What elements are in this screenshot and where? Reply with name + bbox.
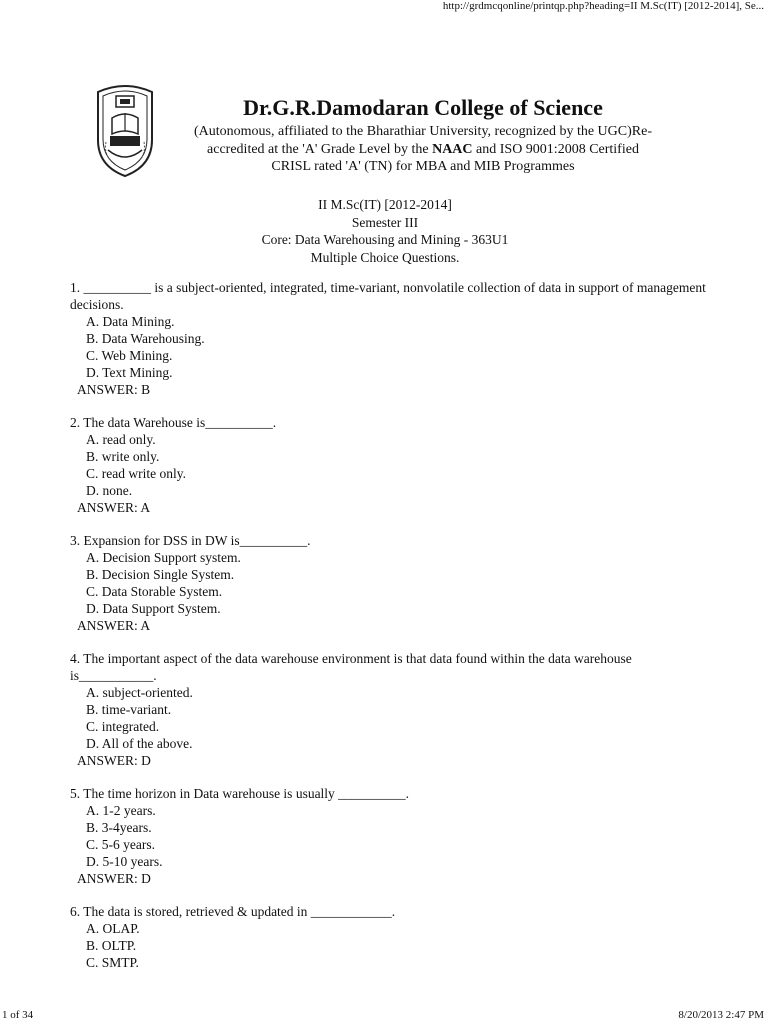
option-c: C. read write only.: [86, 466, 186, 481]
option-b: B. OLTP.: [86, 938, 137, 953]
option-a: A. Decision Support system.: [86, 550, 241, 565]
college-desc-line3: CRISL rated 'A' (TN) for MBA and MIB Programmes: [271, 159, 575, 174]
question-5: [70, 785, 720, 887]
college-crest-logo: [92, 82, 158, 178]
option-a: A. subject-oriented.: [86, 685, 193, 700]
question-4: [70, 650, 720, 769]
option-b: B. 3-4years.: [86, 820, 152, 835]
page-number: 1 of 34: [2, 1009, 34, 1021]
option-d: D. Data Support System.: [86, 601, 221, 616]
question-list: [70, 279, 720, 987]
question-text: 1. __________ is a subject-oriented, integrated, time-variant, nonvolatile collection of data in support of management decisions.: [70, 280, 706, 312]
question-1: [70, 279, 720, 398]
semester-label: Semester III: [351, 214, 419, 230]
answer-label: ANSWER: D: [77, 753, 151, 768]
option-c: C. Web Mining.: [86, 348, 173, 363]
question-text: 6. The data is stored, retrieved & updated in ____________.: [70, 904, 396, 919]
question-text: 5. The time horizon in Data warehouse is usually __________.: [70, 786, 410, 801]
option-d: D. All of the above.: [86, 736, 193, 751]
college-desc-part1: (Autonomous, affiliated to the Bharathiar University, recognized by the UGC)Re-accredited at the 'A' Grade Level by the: [194, 124, 652, 157]
option-b: B. time-variant.: [86, 702, 172, 717]
option-b: B. write only.: [86, 449, 160, 464]
question-text: 3. Expansion for DSS in DW is__________.: [70, 533, 311, 548]
option-d: D. none.: [86, 483, 133, 498]
answer-label: ANSWER: A: [77, 618, 151, 633]
answer-label: ANSWER: B: [77, 382, 151, 397]
question-text: 2. The data Warehouse is__________.: [70, 415, 277, 430]
question-6: [70, 903, 720, 971]
college-name: Dr.G.R.Damodaran College of Science: [243, 95, 603, 120]
question-2: [70, 414, 720, 516]
option-a: A. read only.: [86, 432, 156, 447]
option-c: C. integrated.: [86, 719, 160, 734]
print-datetime: 8/20/2013 2:47 PM: [678, 1009, 764, 1021]
option-a: A. 1-2 years.: [86, 803, 156, 818]
college-desc-part2: and ISO 9001:2008 Certified: [472, 141, 639, 157]
option-a: A. Data Mining.: [86, 314, 175, 329]
core-subject: Core: Data Warehousing and Mining - 363U1: [261, 232, 509, 247]
answer-label: ANSWER: A: [77, 500, 151, 515]
option-b: B. Decision Single System.: [86, 567, 235, 582]
question-3: [70, 532, 720, 634]
question-text: 4. The important aspect of the data warehouse environment is that data found within the data warehouse is___________.: [70, 651, 632, 683]
option-b: B. Data Warehousing.: [86, 331, 205, 346]
option-d: D. 5-10 years.: [86, 854, 163, 869]
answer-label: ANSWER: D: [77, 871, 151, 886]
question-type: Multiple Choice Questions.: [310, 249, 460, 265]
print-url: http://grdmcqonline/printqp.php?heading=II M.Sc(IT) [2012-2014], Se...: [442, 0, 764, 12]
naac-label: NAAC: [432, 141, 473, 157]
college-header: [168, 94, 678, 176]
exam-subheader: [140, 196, 630, 266]
option-d: D. Text Mining.: [86, 365, 173, 380]
option-c: C. 5-6 years.: [86, 837, 155, 852]
college-description: [168, 123, 678, 176]
course-title: II M.Sc(IT) [2012-2014]: [318, 197, 452, 212]
option-c: C. SMTP.: [86, 955, 139, 970]
option-c: C. Data Storable System.: [86, 584, 223, 599]
option-a: A. OLAP.: [86, 921, 140, 936]
